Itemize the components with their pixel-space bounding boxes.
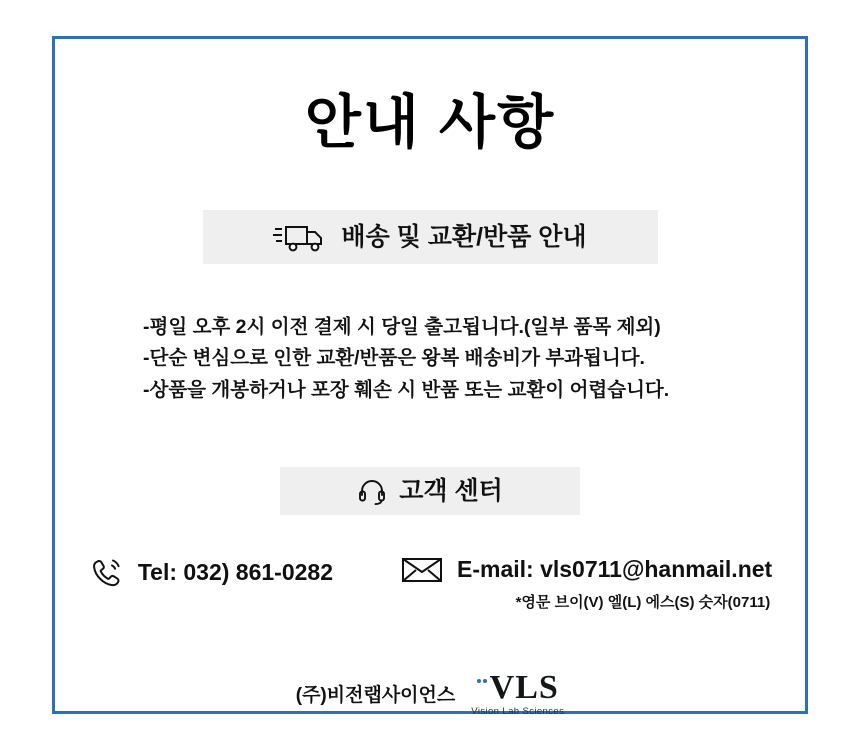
- email-contact: [367, 555, 798, 612]
- support-section-label: 고객 센터: [399, 476, 503, 505]
- headset-icon: [357, 476, 387, 506]
- company-name: (주)비전랩사이언스: [295, 684, 456, 706]
- page-title: 안내 사항: [304, 90, 556, 155]
- email-spelling-note: *영문 브이(V) 엘(L) 에스(S) 숫자(0711): [515, 593, 771, 611]
- shipping-section-label: 배송 및 교환/반품 안내: [341, 222, 587, 251]
- vls-logo: [471, 668, 565, 717]
- list-item: -단순 변심으로 인한 교환/반품은 왕복 배송비가 부과됩니다.: [143, 347, 645, 370]
- email-address-text: E-mail: vls0711@hanmail.net: [457, 556, 773, 583]
- footer: [295, 668, 565, 717]
- logo-dots-icon: [477, 679, 487, 683]
- email-line: [401, 555, 772, 585]
- support-section-banner: [280, 467, 580, 515]
- notice-card: [52, 36, 808, 717]
- brand-subtitle: Vision Lab Sciences: [471, 705, 565, 717]
- phone-ring-icon: [88, 555, 124, 591]
- list-item: -상품을 개봉하거나 포장 훼손 시 반품 또는 교환이 어렵습니다.: [143, 379, 670, 402]
- envelope-icon: [401, 555, 443, 585]
- list-item: -평일 오후 2시 이전 결제 시 당일 출고됩니다.(일부 품목 제외): [143, 315, 661, 338]
- delivery-truck-icon: [273, 219, 329, 255]
- shipping-section-banner: [203, 210, 658, 264]
- contact-row: [95, 555, 773, 621]
- phone-number-text: Tel: 032) 861-0282: [137, 559, 334, 586]
- brand-initials: VLS: [489, 668, 559, 706]
- brand-mark: [477, 668, 559, 706]
- phone-contact: [62, 555, 359, 591]
- shipping-policy-list: [143, 312, 765, 407]
